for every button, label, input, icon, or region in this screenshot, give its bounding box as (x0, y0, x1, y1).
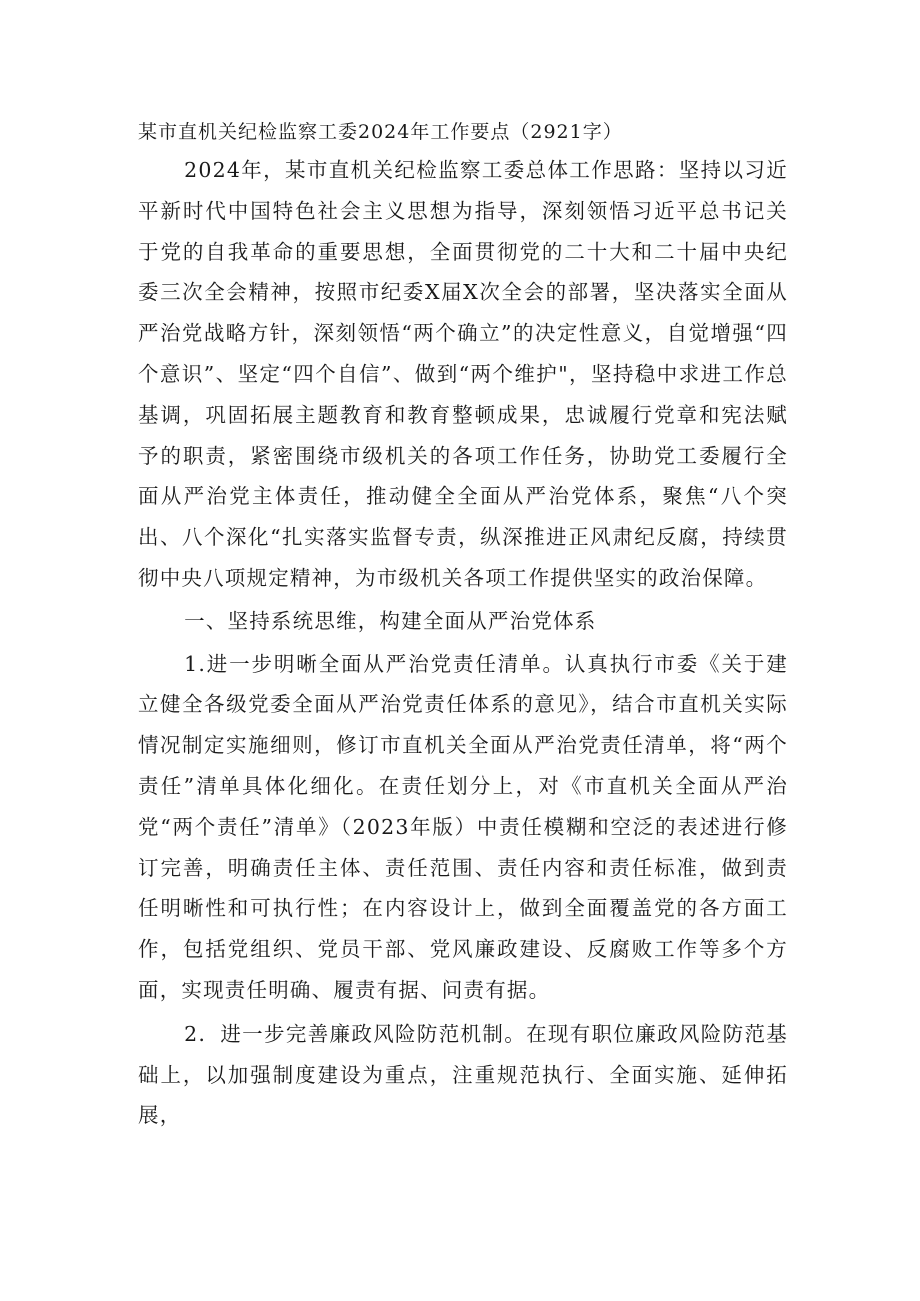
item-paragraph-1: 1.进一步明晰全面从严治党责任清单。认真执行市委《关于建立健全各级党委全面从严治党责任体系的意见》，结合市直机关实际情况制定实施细则，修订市直机关全面从严治党责任清单，将“两个责任”清单具体化细化。在责任划分上，对《市直机关全面从严治党“两个责任”清单》（2023年版）中责任模糊和空泛的表述进行修订完善，明确责任主体、责任范围、责任内容和责任标准，做到责任明晰性和可执行性；在内容设计上，做到全面覆盖党的各方面工作，包括党组织、党员干部、党风廉政建设、反腐败工作等多个方面，实现责任明确、履责有据、问责有据。 (138, 651, 788, 1002)
item-paragraph-2: 2．进一步完善廉政风险防范机制。在现有职位廉政风险防范基础上，以加强制度建设为重点，注重规范执行、全面实施、延伸拓展， (138, 1021, 788, 1128)
document-page (138, 114, 788, 1136)
intro-paragraph: 2024年，某市直机关纪检监察工委总体工作思路：坚持以习近平新时代中国特色社会主义思想为指导，深刻领悟习近平总书记关于党的自我革命的重要思想，全面贯彻党的二十大和二十届中央纪委三次全会精神，按照市纪委X届X次全会的部署，坚决落实全面从严治党战略方针，深刻领悟“两个确立”的决定性意义，自觉增强“四个意识”、坚定“四个自信”、做到“两个维护"，坚持稳中求进工作总基调，巩固拓展主题教育和教育整顿成果，忠诚履行党章和宪法赋予的职责，紧密围绕市级机关的各项工作任务，协助党工委履行全面从严治党主体责任，推动健全全面从严治党体系，聚焦“八个突出、八个深化“扎实落实监督专责，纵深推进正风肃纪反腐，持续贯彻中央八项规定精神，为市级机关各项工作提供坚实的政治保障。 (138, 158, 788, 590)
document-title: 某市直机关纪检监察工委2024年工作要点（2921字） (138, 121, 623, 143)
section-heading-1: 一、坚持系统思维，构建全面从严治党体系 (184, 608, 597, 633)
